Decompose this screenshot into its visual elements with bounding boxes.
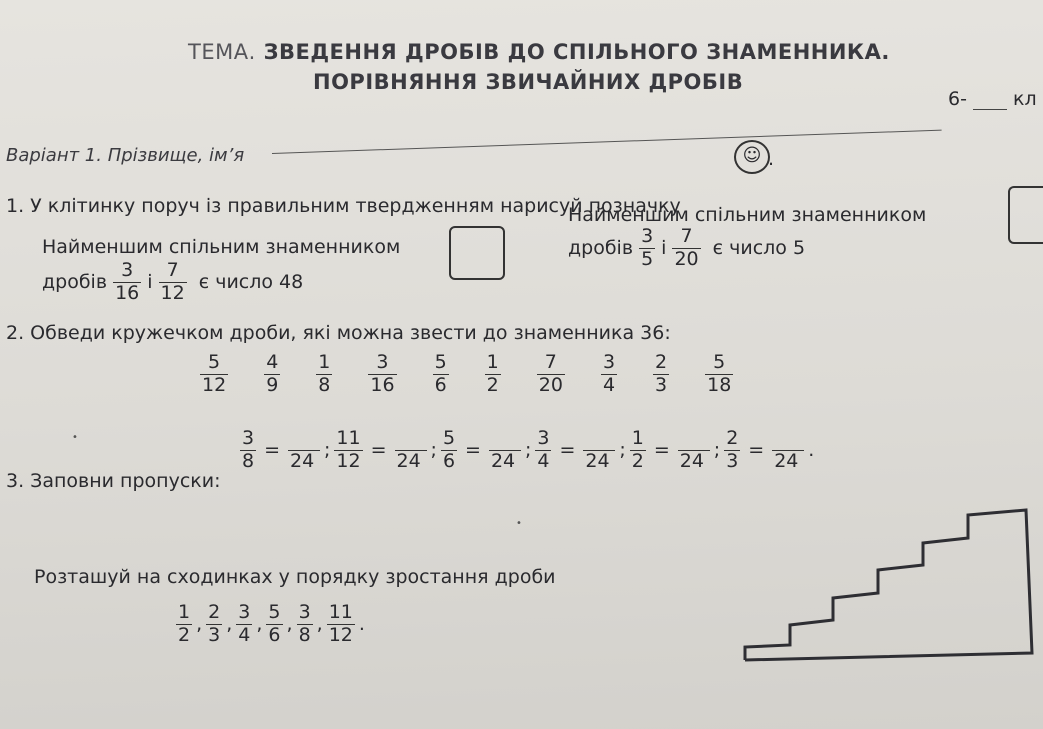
class-blank[interactable]: [973, 93, 1007, 110]
answer-box-left[interactable]: [449, 226, 505, 280]
task1-right-line1: Найменшим спільним знаменником: [568, 204, 927, 226]
circle-option-fraction[interactable]: $\frac{5}{6}$: [434, 351, 447, 396]
title-line-2: ПОРІВНЯННЯ ЗВИЧАЙНИХ ДРОБІВ: [313, 70, 744, 94]
fraction: $\frac{3}{4}$: [537, 427, 550, 472]
fraction: $\frac{3}{16}$: [115, 259, 140, 304]
fill-in-fraction[interactable]: 24: [288, 428, 320, 473]
task3-equations: $\frac{3}{8}$ = 24 ; $\frac{11}{12}$ = 24 ; $\frac{5}{6}$ = 24 ; $\frac{3}{4}$ = 24 ; $\frac{1}{2}$ = 24 ; $\frac{2}{3}$ = 24 .: [242, 427, 815, 472]
fraction: $\frac{7}{20}$: [674, 225, 699, 270]
variant-label: Варіант 1. Прізвище, ім’я: [6, 145, 245, 166]
circle-option-fraction[interactable]: $\frac{2}{3}$: [655, 351, 668, 396]
fill-in-fraction[interactable]: 24: [395, 428, 427, 473]
fraction: $\frac{3}{5}$: [641, 225, 654, 270]
fraction: $\frac{3}{8}$: [242, 427, 255, 472]
answer-box-right[interactable]: [1008, 186, 1043, 244]
task4-heading: Розташуй на сходинках у порядку зростання дроби: [34, 566, 556, 588]
pen-mark: •: [516, 518, 522, 529]
staircase-outline: [745, 510, 1032, 660]
name-field-line[interactable]: [272, 130, 942, 154]
staircase-drawing[interactable]: [740, 505, 1040, 670]
class-label: 6- кл: [948, 88, 1037, 110]
fraction: $\frac{2}{3}$: [208, 601, 221, 646]
task1-heading: 1. У клітинку поруч із правильним твердженням нарисуй позначку: [6, 195, 681, 217]
fill-in-fraction[interactable]: 24: [772, 428, 804, 473]
fraction: $\frac{3}{4}$: [238, 601, 251, 646]
circle-option-fraction[interactable]: $\frac{1}{8}$: [318, 351, 331, 396]
circle-option-fraction[interactable]: $\frac{3}{4}$: [602, 351, 616, 396]
task4-fraction-row: $\frac{1}{2}$ , $\frac{2}{3}$ , $\frac{3}{4}$ , $\frac{5}{6}$ , $\frac{3}{8}$ , $\frac{11}{12}$ .: [178, 601, 365, 646]
pen-mark: •: [72, 432, 78, 443]
fraction: $\frac{5}{6}$: [442, 427, 456, 472]
smiley-icon: ☺: [734, 140, 770, 174]
circle-option-fraction[interactable]: $\frac{7}{20}$: [538, 351, 563, 396]
fraction: $\frac{11}{12}$: [328, 601, 353, 646]
fill-in-fraction[interactable]: 24: [678, 428, 710, 473]
circle-option-fraction[interactable]: $\frac{5}{18}$: [707, 351, 732, 396]
fraction: $\frac{5}{6}$: [268, 601, 281, 646]
task2-heading: 2. Обведи кружечком дроби, які можна звести до знаменника 36:: [6, 322, 671, 344]
fraction: $\frac{7}{12}$: [160, 259, 185, 304]
task1-heading-dot: .: [768, 148, 775, 170]
fill-in-fraction[interactable]: 24: [489, 428, 521, 473]
task1-left-line2: дробів $\frac{3}{16}$ і $\frac{7}{12}$ є число 48: [42, 259, 304, 304]
circle-option-fraction[interactable]: $\frac{4}{9}$: [266, 351, 279, 396]
fraction: $\frac{2}{3}$: [726, 427, 739, 472]
circle-option-fraction[interactable]: $\frac{1}{2}$: [486, 351, 499, 396]
fraction: $\frac{11}{12}$: [336, 427, 361, 472]
fraction: $\frac{1}{2}$: [631, 427, 644, 472]
title-line-1: ТЕМА. ЗВЕДЕННЯ ДРОБІВ ДО СПІЛЬНОГО ЗНАМЕННИКА.: [188, 40, 890, 64]
fraction: $\frac{3}{8}$: [298, 601, 311, 646]
task2-fraction-row: [200, 352, 733, 397]
fill-in-fraction[interactable]: 24: [583, 428, 615, 473]
fraction: $\frac{1}{2}$: [178, 601, 191, 646]
circle-option-fraction[interactable]: $\frac{5}{12}$: [202, 351, 227, 396]
circle-option-fraction[interactable]: $\frac{3}{16}$: [370, 351, 395, 396]
task1-left-line1: Найменшим спільним знаменником: [42, 236, 401, 258]
task1-right-line2: дробів $\frac{3}{5}$ і $\frac{7}{20}$ є число 5: [568, 225, 806, 270]
task3-heading: 3. Заповни пропуски:: [6, 470, 221, 492]
